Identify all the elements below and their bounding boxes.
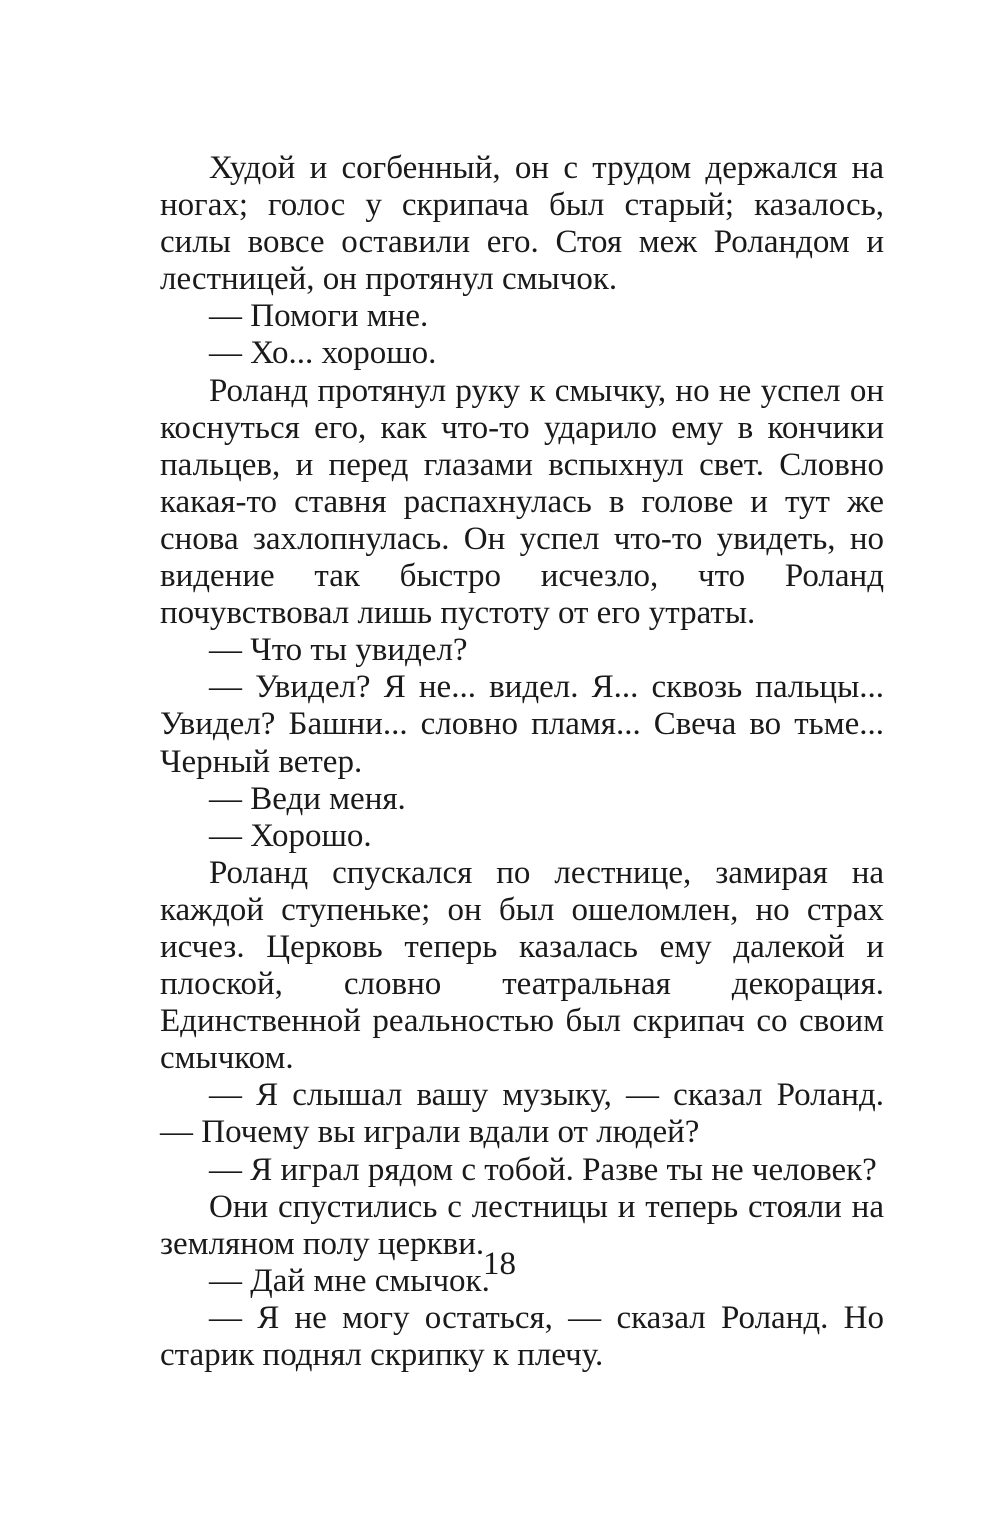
dialogue-line: — Хо... хорошо. xyxy=(209,335,437,372)
dialogue-line: — Дай мне смычок. xyxy=(209,1262,490,1299)
paragraph: Роланд спускался по лестнице, замирая на каждой ступеньке; он был ошеломлен, но страх исчез. Церковь теперь казалась ему далекой и плоской, словно театральная декорация. Единственной реальностью был скрипач со своим смычком. xyxy=(160,854,884,1077)
dialogue-line: — Веди меня. xyxy=(209,780,406,817)
dialogue-line: — Я не могу остаться, — сказал Роланд. Но старик поднял скрипку к плечу. xyxy=(160,1299,884,1373)
paragraph: Худой и согбенный, он с трудом держался на ногах; голос у скрипача был старый; казалось, силы вовсе оставили его. Стоя меж Роландом и лестницей, он протянул смычок. xyxy=(160,150,884,298)
dialogue-line: — Что ты увидел? xyxy=(209,632,468,669)
dialogue-line: — Помоги мне. xyxy=(209,298,429,335)
paragraph: Они спустились с лестницы и теперь стояли на земляном полу церкви. xyxy=(160,1188,884,1262)
body-text xyxy=(160,150,884,1374)
dialogue-line: — Я слышал вашу музыку, — сказал Роланд. — Почему вы играли вдали от людей? xyxy=(160,1077,884,1151)
dialogue-line: — Я играл рядом с тобой. Разве ты не человек? xyxy=(209,1151,877,1188)
dialogue-line: — Увидел? Я не... видел. Я... сквозь пальцы... Увидел? Башни... словно пламя... Свеча во тьме... Черный ветер. xyxy=(160,669,884,780)
dialogue-line: — Хорошо. xyxy=(209,817,372,854)
page-number: 18 xyxy=(483,1246,516,1282)
paragraph: Роланд протянул руку к смычку, но не успел он коснуться его, как что-то ударило ему в кончики пальцев, и перед глазами вспыхнул свет. Словно какая-то ставня распахнулась в голове и тут же снова захлопнулась. Он успел что-то увидеть, но видение так быстро исчезло, что Роланд почувствовал лишь пустоту от его утраты. xyxy=(160,372,884,632)
